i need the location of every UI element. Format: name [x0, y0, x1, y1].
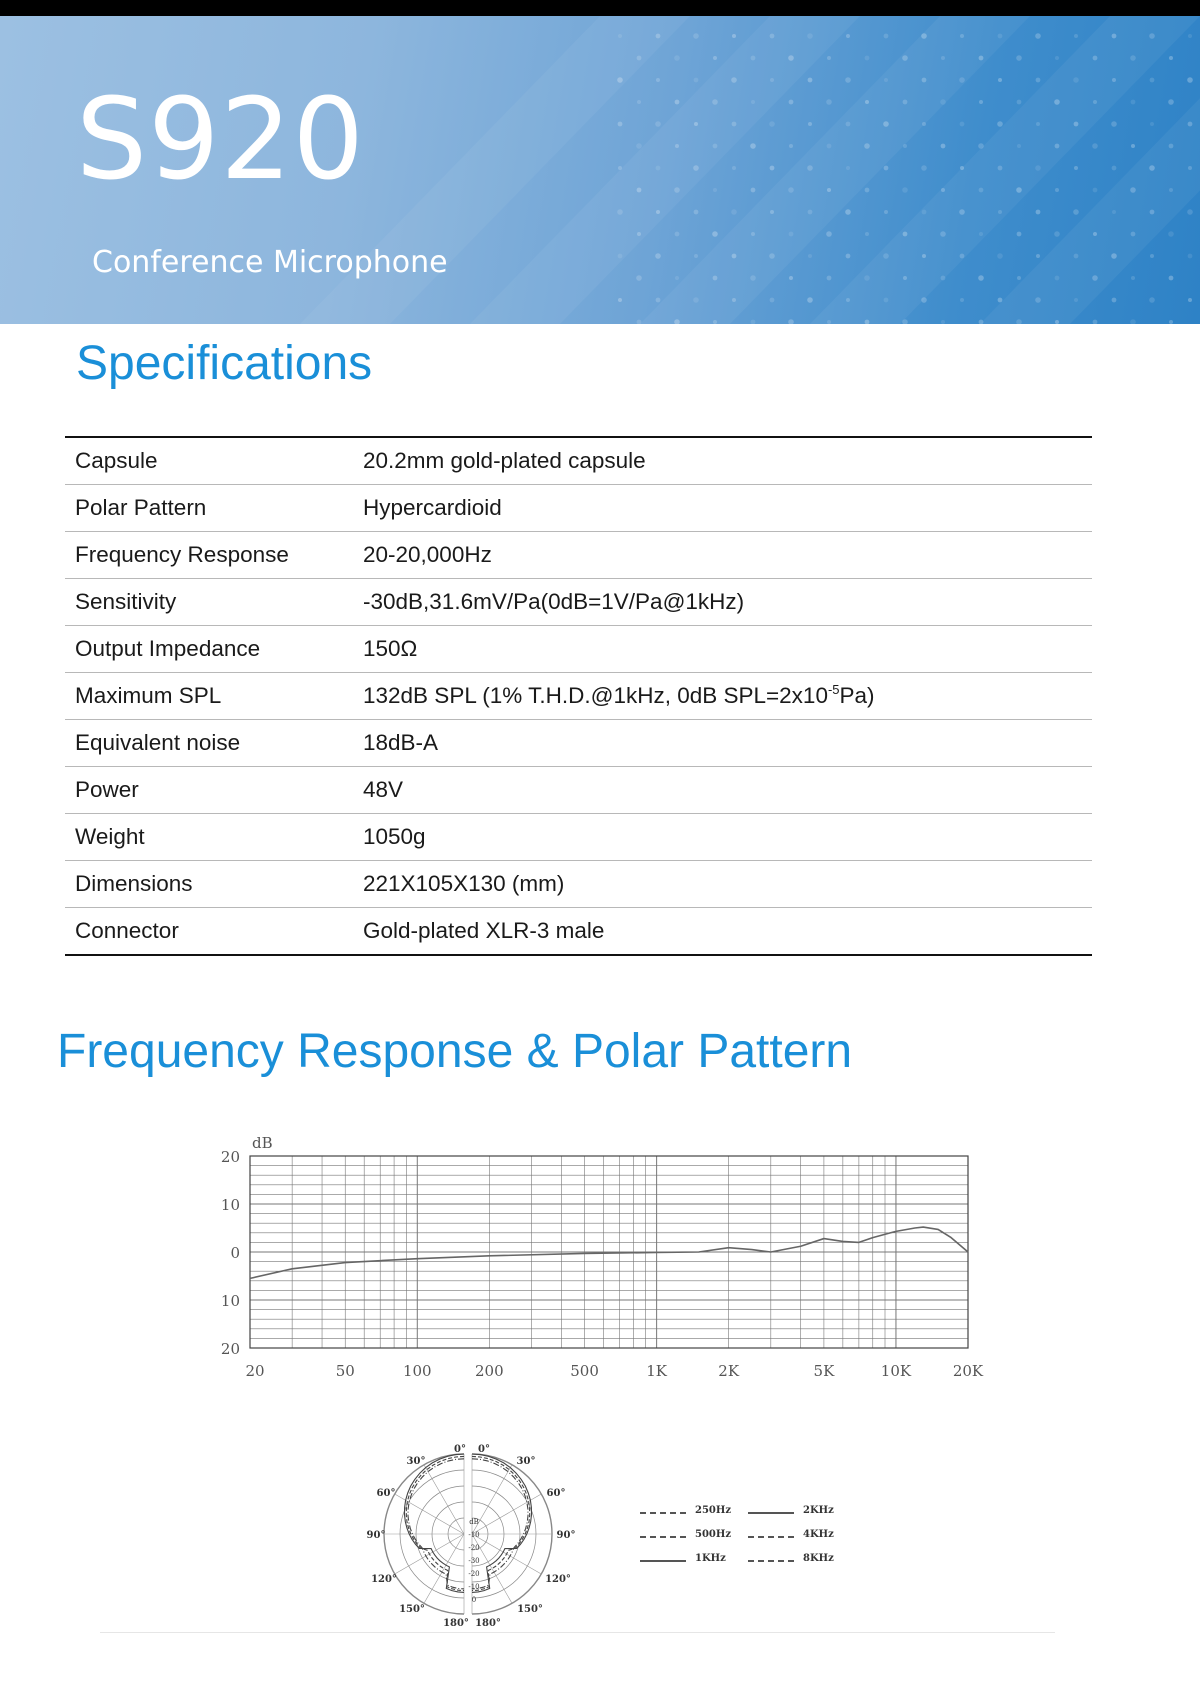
spec-label: Polar Pattern — [65, 485, 353, 532]
banner-dot — [865, 56, 870, 61]
banner-dot — [1169, 320, 1173, 324]
banner-dot — [1168, 99, 1174, 105]
polar-ring-label: -10 — [468, 1531, 480, 1539]
banner-dot — [1093, 188, 1098, 193]
banner-dot — [751, 188, 756, 193]
polar-angle-label: 60° — [376, 1488, 396, 1499]
polar-angle-label: 180° — [475, 1618, 501, 1629]
banner-dot — [618, 122, 623, 127]
banner-dot — [884, 210, 888, 214]
banner-dot — [1187, 77, 1193, 83]
polar-angle-label: 180° — [443, 1618, 469, 1629]
banner-dot — [731, 209, 737, 215]
banner-dot — [807, 297, 813, 303]
legend-label: 250Hz — [695, 1505, 732, 1516]
spec-row — [65, 720, 1092, 767]
spec-value: -30dB,31.6mV/Pa(0dB=1V/Pa@1kHz) — [353, 579, 1092, 626]
banner-dot — [1131, 276, 1135, 280]
banner-dot — [770, 298, 775, 303]
spec-value: 48V — [353, 767, 1092, 814]
spec-value: 221X105X130 (mm) — [353, 861, 1092, 908]
polar-ring-label: 0 — [471, 1596, 477, 1604]
legend-label: 2KHz — [803, 1505, 834, 1516]
banner-dot — [618, 298, 622, 302]
banner-dot — [656, 298, 661, 303]
banner-dot — [789, 276, 793, 280]
banner-dot — [1150, 254, 1154, 258]
banner-dot — [979, 100, 983, 104]
banner-dot — [1017, 232, 1022, 237]
spec-value: 1050g — [353, 814, 1092, 861]
spec-value — [353, 673, 1092, 720]
banner-dot — [751, 320, 756, 324]
polar-angle-label: 0° — [454, 1444, 466, 1455]
spec-row — [65, 767, 1092, 814]
banner-dot — [1017, 276, 1021, 280]
banner-dot — [674, 55, 680, 61]
x-tick-label: 200 — [475, 1362, 504, 1380]
banner-dot — [1054, 231, 1060, 237]
spec-label: Connector — [75, 918, 179, 943]
spec-row — [65, 908, 1092, 956]
banner-dot — [865, 232, 869, 236]
banner-dot — [675, 232, 680, 237]
banner-dot — [713, 188, 717, 192]
banner-dot — [978, 275, 984, 281]
banner-dot — [732, 34, 736, 38]
banner-dot — [1074, 34, 1078, 38]
legend-label: 4KHz — [803, 1529, 834, 1540]
banner-dot — [1149, 297, 1155, 303]
legend-line — [748, 1536, 794, 1538]
header-banner — [0, 16, 1200, 324]
banner-dot — [1016, 55, 1022, 61]
spec-row — [65, 532, 1092, 579]
x-tick-label: 1K — [646, 1362, 667, 1380]
x-tick-label: 20 — [245, 1362, 265, 1380]
banner-dot — [655, 253, 661, 259]
banner-dot — [921, 165, 927, 171]
x-tick-label: 50 — [335, 1362, 355, 1380]
banner-dot — [1131, 100, 1136, 105]
banner-dot — [1073, 209, 1079, 215]
banner-dot — [636, 275, 642, 281]
banner-dot — [960, 122, 965, 127]
spec-value: Gold-plated XLR-3 male — [363, 918, 605, 943]
banner-dot — [675, 276, 679, 280]
banner-dot — [1092, 143, 1098, 149]
banner-dot — [750, 143, 756, 149]
banner-dot — [769, 121, 775, 127]
spec-value: 18dB-A — [353, 720, 1092, 767]
spec-value-unit: Pa) — [839, 683, 875, 708]
polar-angle-label: 90° — [556, 1530, 576, 1541]
banner-dot — [1036, 78, 1041, 83]
banner-dot — [655, 121, 661, 127]
banner-dot — [941, 144, 946, 149]
banner-dot — [732, 166, 736, 170]
footer-rule — [100, 1632, 1055, 1633]
banner-dot — [637, 100, 641, 104]
spec-value: Hypercardioid — [353, 485, 1092, 532]
polar-ring-label: dB — [469, 1518, 479, 1526]
spec-row — [65, 814, 1092, 861]
banner-dot — [789, 100, 794, 105]
banner-dot — [636, 143, 642, 149]
legend-line — [748, 1512, 794, 1514]
spec-value: 20.2mm gold-plated capsule — [353, 437, 1092, 485]
legend-label: 1KHz — [695, 1553, 726, 1564]
banner-dot — [846, 34, 850, 38]
spec-value-exponent: -5 — [827, 682, 840, 697]
legend-line — [748, 1560, 794, 1562]
polar-spoke — [472, 1494, 541, 1534]
spec-label: Weight — [65, 814, 353, 861]
banner-dot — [808, 122, 812, 126]
banner-dot — [1188, 298, 1192, 302]
banner-dot — [997, 121, 1003, 127]
banner-dot — [1112, 166, 1117, 171]
legend-line — [640, 1536, 686, 1538]
polar-ring-label: -20 — [468, 1570, 480, 1578]
banner-dot — [694, 210, 699, 215]
spec-label: Capsule — [65, 437, 353, 485]
polar-angle-label: 30° — [516, 1456, 536, 1467]
banner-dot — [1187, 209, 1193, 215]
spec-label: Frequency Response — [65, 532, 353, 579]
y-axis-label: dB — [252, 1134, 273, 1152]
banner-dot — [1035, 33, 1041, 39]
legend-label: 500Hz — [695, 1529, 732, 1540]
banner-dot — [1093, 320, 1098, 324]
polar-angle-label: 120° — [371, 1574, 397, 1585]
polar-spoke — [424, 1465, 464, 1534]
y-tick-label: 10 — [220, 1196, 240, 1214]
banner-dot — [1017, 100, 1022, 105]
banner-dot — [960, 298, 964, 302]
spec-label: Dimensions — [65, 861, 353, 908]
banner-dot — [998, 298, 1003, 303]
y-tick-label: 20 — [220, 1340, 240, 1358]
y-tick-label: 20 — [220, 1148, 240, 1166]
polar-pattern-chart — [340, 1420, 600, 1640]
banner-dot — [845, 209, 851, 215]
banner-dot — [998, 78, 1002, 82]
banner-dot — [865, 188, 870, 193]
banner-dot — [1055, 188, 1059, 192]
polar-spoke — [395, 1494, 464, 1534]
banner-dot — [770, 166, 775, 171]
banner-dot — [826, 231, 832, 237]
spec-label: Equivalent noise — [65, 720, 353, 767]
banner-dot — [789, 144, 793, 148]
x-tick-label: 20K — [952, 1362, 984, 1380]
banner-dot — [808, 254, 812, 258]
spec-label: Maximum SPL — [65, 673, 353, 720]
x-tick-label: 500 — [570, 1362, 599, 1380]
polar-ring-label: -10 — [468, 1583, 480, 1591]
polar-legend — [640, 1505, 870, 1575]
x-tick-label: 5K — [813, 1362, 835, 1380]
banner-dot — [1130, 319, 1136, 324]
banner-dot — [1036, 210, 1041, 215]
spec-value: 150Ω — [353, 626, 1092, 673]
legend-line — [640, 1512, 686, 1514]
banner-dot — [884, 34, 889, 39]
banner-dot — [1074, 166, 1078, 170]
banner-dot — [1131, 144, 1135, 148]
spec-row — [65, 673, 1092, 720]
spec-label: Sensitivity — [65, 579, 353, 626]
polar-ring-label: -30 — [468, 1557, 480, 1565]
x-tick-label: 10K — [880, 1362, 912, 1380]
banner-dot — [1111, 121, 1117, 127]
banner-dot — [675, 100, 680, 105]
banner-dot — [712, 231, 718, 237]
banner-dot — [1168, 231, 1174, 237]
legend-label: 8KHz — [803, 1553, 834, 1564]
banner-dot — [694, 254, 698, 258]
polar-angle-label: 60° — [546, 1488, 566, 1499]
banner-dot — [693, 33, 699, 39]
banner-dot — [1150, 78, 1155, 83]
specifications-heading: Specifications — [76, 337, 373, 390]
banner-dot — [788, 319, 794, 324]
banner-dot — [656, 78, 660, 82]
banner-dot — [846, 254, 851, 259]
spec-label: Output Impedance — [65, 626, 353, 673]
polar-response-curve — [408, 1459, 464, 1589]
polar-angle-label: 150° — [517, 1604, 543, 1615]
product-type: Conference Microphone — [92, 245, 448, 280]
banner-dot — [1055, 56, 1059, 60]
banner-dot — [1169, 276, 1174, 281]
polar-ring-label: -20 — [468, 1544, 480, 1552]
banner-dot — [1150, 122, 1154, 126]
spec-row — [65, 485, 1092, 532]
spec-row — [65, 626, 1092, 673]
spec-value-text: 132dB SPL (1% T.H.D.@1kHz, 0dB SPL=2x10 — [363, 683, 828, 708]
banner-dot — [827, 276, 832, 281]
banner-dot — [845, 77, 851, 83]
spec-value: 20-20,000Hz — [353, 532, 1092, 579]
specifications-table — [65, 436, 1092, 956]
banner-dot — [997, 253, 1003, 259]
banner-dot — [808, 78, 813, 83]
banner-dot — [1112, 298, 1117, 303]
polar-angle-label: 150° — [399, 1604, 425, 1615]
polar-angle-label: 30° — [406, 1456, 426, 1467]
frequency-response-chart — [210, 1124, 990, 1394]
banner-dot — [884, 166, 889, 171]
x-tick-label: 100 — [402, 1362, 432, 1380]
top-bar — [0, 0, 1200, 16]
polar-spoke — [424, 1534, 464, 1603]
banner-dot — [1169, 56, 1173, 60]
banner-dot — [713, 56, 717, 60]
polar-angle-label: 90° — [366, 1530, 386, 1541]
polar-response-curve — [472, 1459, 528, 1589]
product-name: S920 — [76, 75, 365, 205]
x-tick-label: 2K — [718, 1362, 740, 1380]
y-tick-label: 0 — [230, 1244, 240, 1262]
spec-row — [65, 579, 1092, 626]
banner-dot — [694, 78, 699, 83]
y-tick-label: 10 — [220, 1292, 240, 1310]
response-curve — [250, 1227, 968, 1278]
polar-angle-label: 120° — [545, 1574, 571, 1585]
frequency-polar-heading: Frequency Response & Polar Pattern — [57, 1025, 853, 1078]
spec-row — [65, 861, 1092, 908]
spec-row — [65, 437, 1092, 485]
banner-dot — [827, 56, 831, 60]
legend-line — [640, 1560, 686, 1562]
banner-dot — [1188, 254, 1193, 259]
polar-angle-label: 0° — [478, 1444, 490, 1455]
spec-label: Power — [65, 767, 353, 814]
banner-dot — [902, 187, 908, 193]
banner-dot — [826, 99, 832, 105]
banner-dot — [941, 320, 945, 324]
banner-dot — [1036, 254, 1040, 258]
banner-dot — [1188, 34, 1192, 38]
